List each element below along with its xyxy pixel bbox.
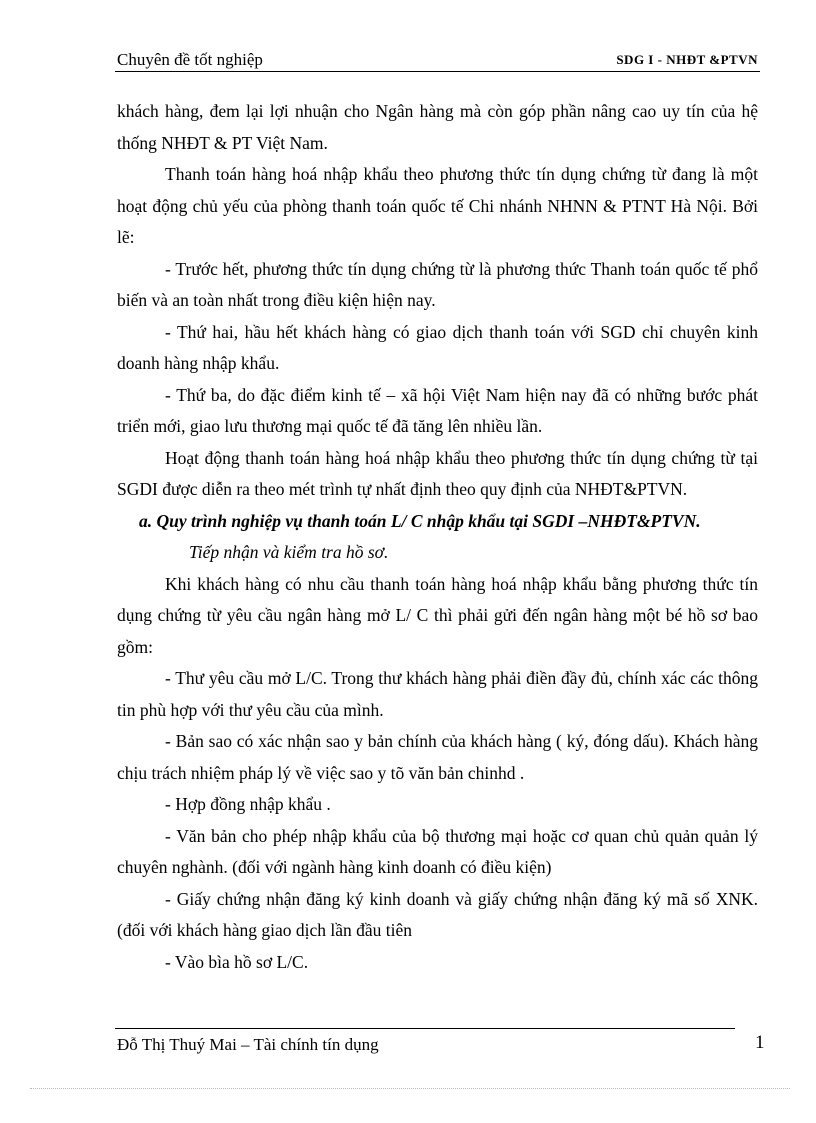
subsection-heading: Tiếp nhận và kiểm tra hồ sơ.	[189, 542, 389, 562]
bullet-first-reason: - Trước hết, phương thức tín dụng chứng từ là phương thức Thanh toán quốc tế phổ biến và an toàn nhất trong điều kiện hiện nay.	[117, 258, 758, 310]
bullet-lc-request: - Thư yêu cầu mở L/C. Trong thư khách hàng phải điền đầy đủ, chính xác các thông tin phù hợp với thư yêu cầu của mình.	[117, 668, 758, 720]
section-heading-a: a. Quy trình nghiệp vụ thanh toán L/ C nhập khẩu tại SGDI –NHĐT&PTVN.	[139, 510, 701, 531]
paragraph-continuation: khách hàng, đem lại lợi nhuận cho Ngân hàng mà còn góp phần nâng cao uy tín của hệ thống NHĐT & PT Việt Nam.	[117, 101, 758, 153]
footer-divider	[115, 1028, 735, 1029]
header-title: Chuyên đề tốt nghiệp	[117, 50, 263, 69]
header-divider	[115, 71, 760, 72]
bullet-import-permit: - Văn bản cho phép nhập khẩu của bộ thương mại hoặc cơ quan chủ quản quản lý chuyên nghành. (đối với ngành hàng kinh doanh có điều kiện)	[117, 825, 758, 877]
document-body	[117, 96, 758, 978]
paragraph-procedure: Hoạt động thanh toán hàng hoá nhập khẩu theo phương thức tín dụng chứng từ tại SGDI được diễn ra theo mét trình tự nhất định theo quy định của NHĐT&PTVN.	[117, 447, 758, 499]
paragraph-dossier: Khi khách hàng có nhu cầu thanh toán hàng hoá nhập khẩu bằng phương thức tín dụng chứng từ yêu cầu ngân hàng mở L/ C thì phải gửi đến ngân hàng một bé hồ sơ bao gồm:	[117, 573, 758, 657]
page-edge-dotted-line	[30, 1088, 790, 1089]
paragraph-intro: Thanh toán hàng hoá nhập khẩu theo phương thức tín dụng chứng từ đang là một hoạt động chủ yếu của phòng thanh toán quốc tế Chi nhánh NHNN & PTNT Hà Nội. Bởi lẽ:	[117, 164, 758, 247]
bullet-second-reason: - Thứ hai, hầu hết khách hàng có giao dịch thanh toán với SGD chỉ chuyên kinh doanh hàng nhập khẩu.	[117, 321, 758, 373]
bullet-business-license: - Giấy chứng nhận đăng ký kinh doanh và giấy chứng nhận đăng ký mã số XNK. (đối với khách hàng giao dịch lần đầu tiên	[117, 888, 758, 940]
bullet-dossier-cover: - Vào bìa hồ sơ L/C.	[165, 951, 309, 972]
footer-author: Đỗ Thị Thuý Mai – Tài chính tín dụng	[117, 1035, 379, 1054]
bullet-import-contract: - Hợp đồng nhập khẩu .	[165, 794, 331, 814]
bullet-certified-copy: - Bản sao có xác nhận sao y bản chính của khách hàng ( ký, đóng dấu). Khách hàng chịu trách nhiệm pháp lý về việc sao y tõ văn bản chinhd .	[117, 731, 758, 783]
header-organization: SDG I - NHĐT &PTVN	[616, 52, 758, 67]
bullet-third-reason: - Thứ ba, do đặc điểm kinh tế – xã hội Việt Nam hiện nay đã có những bước phát triển mới, giao lưu thương mại quốc tế đã tăng lên nhiều lần.	[117, 384, 758, 436]
page-number: 1	[755, 1032, 765, 1053]
